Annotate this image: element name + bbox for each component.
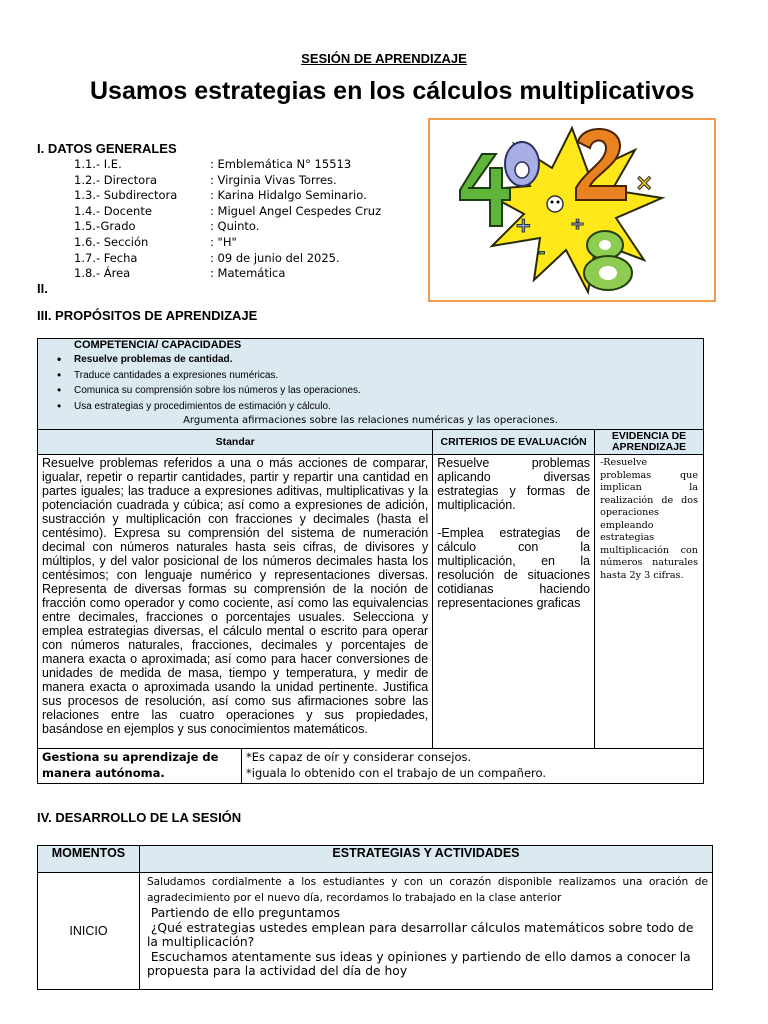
data-row: [74, 235, 381, 251]
data-label: 1.4.- Docente: [74, 203, 152, 218]
svg-text:×: ×: [635, 171, 654, 196]
data-row: [74, 157, 381, 173]
gestiona-item: *iguala lo obtenido con el trabajo de un compañero.: [246, 765, 547, 780]
activity-paragraph: ¿Qué estrategias ustedes emplean para desarrollar cálculos matemáticos sobre todo de la multiplicación?: [146, 920, 698, 949]
criteria-header: CRITERIOS DE EVALUACIÓN: [433, 430, 595, 455]
activity-paragraph: Escuchamos atentamente sus ideas y opiniones y partiendo de ello damos a conocer la propuesta para la actividad del día de hoy: [146, 949, 695, 978]
activity-paragraph: Saludamos cordialmente a los estudiantes y con un corazón disponible realizamos una oración de agradecimiento por el nuevo día, recordamos lo trabajado en la clase anterior: [146, 876, 708, 904]
data-label: 1.7.- Fecha: [74, 250, 138, 265]
math-illustration-frame: [428, 118, 716, 302]
evidence-cell: -Resuelve problemas que implican la realización de dos operaciones empleando estrategias multiplicación con números naturales hasta 2y 3 cifras.: [595, 455, 704, 749]
data-row: [74, 266, 381, 282]
data-row: [74, 219, 381, 235]
list-item: • Resuelve problemas de cantidad.: [74, 352, 703, 368]
moments-header: MOMENTOS: [38, 846, 140, 873]
section-3-title: III. PROPÓSITOS DE APRENDIZAJE: [37, 308, 258, 323]
competency-header: COMPETENCIA/ CAPACIDADES: [74, 339, 242, 351]
data-label: 1.3.- Subdirectora: [74, 188, 178, 203]
criteria-cell: [433, 455, 595, 749]
data-value: : Karina Hidalgo Seminario.: [210, 188, 367, 203]
section-1-title: I. DATOS GENERALES: [37, 141, 177, 156]
data-value: : Miguel Angel Cespedes Cruz: [210, 203, 382, 218]
data-value: : Quinto.: [210, 219, 260, 234]
gestiona-label: Gestiona su aprendizaje de manera autónoma.: [38, 749, 242, 783]
svg-text:÷: ÷: [570, 214, 586, 235]
development-table: [37, 845, 713, 990]
data-label: 1.1.- I.E.: [74, 157, 122, 171]
math-numbers-icon: [430, 120, 714, 300]
argumenta-line: Argumenta afirmaciones sobre las relaciones numéricas y las operaciones.: [183, 415, 558, 426]
strategies-header: ESTRATEGIAS Y ACTIVIDADES: [139, 846, 712, 873]
activity-paragraph: Partiendo de ello preguntamos: [146, 906, 341, 920]
data-label: 1.5.-Grado: [74, 219, 136, 234]
general-data-list: [74, 157, 381, 282]
data-row: [74, 173, 381, 189]
capacity-list: [38, 352, 703, 414]
purposes-table: [37, 338, 704, 784]
svg-text:-: -: [538, 242, 546, 263]
session-title: Usamos estrategias en los cálculos multiplicativos: [90, 77, 695, 105]
data-label: 1.6.- Sección: [74, 234, 149, 249]
section-4-title: IV. DESARROLLO DE LA SESIÓN: [37, 810, 242, 825]
list-item: • Comunica su comprensión sobre los números y las operaciones.: [74, 383, 703, 399]
data-row: [74, 204, 381, 220]
gestiona-values: [242, 749, 704, 783]
standar-cell: Resuelve problemas referidos a una o más acciones de comparar, igualar, repetir o repartir cantidades, partir y repartir una cantidad en partes iguales; las traduce a expresiones aditivas, multiplicativas y la potenciación cuadrada y cúbica; así como a expresiones de adición, sustracción y multiplicación con fracciones y decimales (hasta el centésimo). Expresa su comprensión del sistema de numeración decimal con números naturales hasta seis cifras, de divisores y múltiplos, y del valor posicional de los números decimales hasta los centésimos; con lenguaje numérico y representaciones diversas. Representa de diversas formas su comprensión de la noción de fracción como operador y como cociente, así como las equivalencias entre decimales, fracciones o porcentajes usuales. Selecciona y emplea estrategias diversas, el cálculo mental o escrito para operar con números naturales, fracciones, decimales y porcentajes de manera exacta o aproximada; así como para hacer conversiones de unidades de medida de masa, tiempo y temperatura, y medir de manera exacta o aproximada usando la unidad pertinente. Justifica sus procesos de resolución, así como sus afirmaciones sobre las relaciones entre las cuatro operaciones y sus propiedades, basándose en ejemplos y sus conocimientos matemáticos.: [38, 455, 433, 749]
standar-header: Standar: [38, 430, 433, 455]
section-2-title: II.: [37, 281, 48, 296]
data-value: : Matemática: [210, 266, 286, 281]
criteria-item: Resuelve problemas aplicando diversas estrategias y formas de multiplicación.: [437, 456, 591, 512]
session-kicker: SESIÓN DE APRENDIZAJE: [301, 51, 467, 66]
data-value: : "H": [210, 234, 237, 249]
list-item: • Usa estrategias y procedimientos de estimación y cálculo.: [74, 399, 703, 415]
data-value: : 09 de junio del 2025.: [210, 250, 340, 265]
list-item: • Traduce cantidades a expresiones numéricas.: [74, 368, 703, 384]
criteria-item: -Emplea estrategias de cálculo con la multiplicación, en la resolución de situaciones cotidianas haciendo representaciones graficas: [437, 526, 591, 610]
data-label: 1.8.- Área: [74, 266, 131, 281]
gestiona-item: *Es capaz de oír y considerar consejos.: [246, 750, 472, 764]
inicio-activities: [139, 873, 712, 990]
moment-inicio: INICIO: [38, 873, 140, 990]
data-row: [74, 251, 381, 267]
evidence-header: EVIDENCIA DE APRENDIZAJE: [595, 430, 704, 455]
data-value: : Emblemática N° 15513: [210, 157, 352, 171]
competency-cell: [38, 339, 704, 430]
data-row: [74, 188, 381, 204]
data-value: : Virginia Vivas Torres.: [210, 172, 337, 187]
data-label: 1.2.- Directora: [74, 172, 157, 187]
svg-text:+: +: [515, 213, 532, 237]
gestiona-row: [38, 749, 704, 784]
